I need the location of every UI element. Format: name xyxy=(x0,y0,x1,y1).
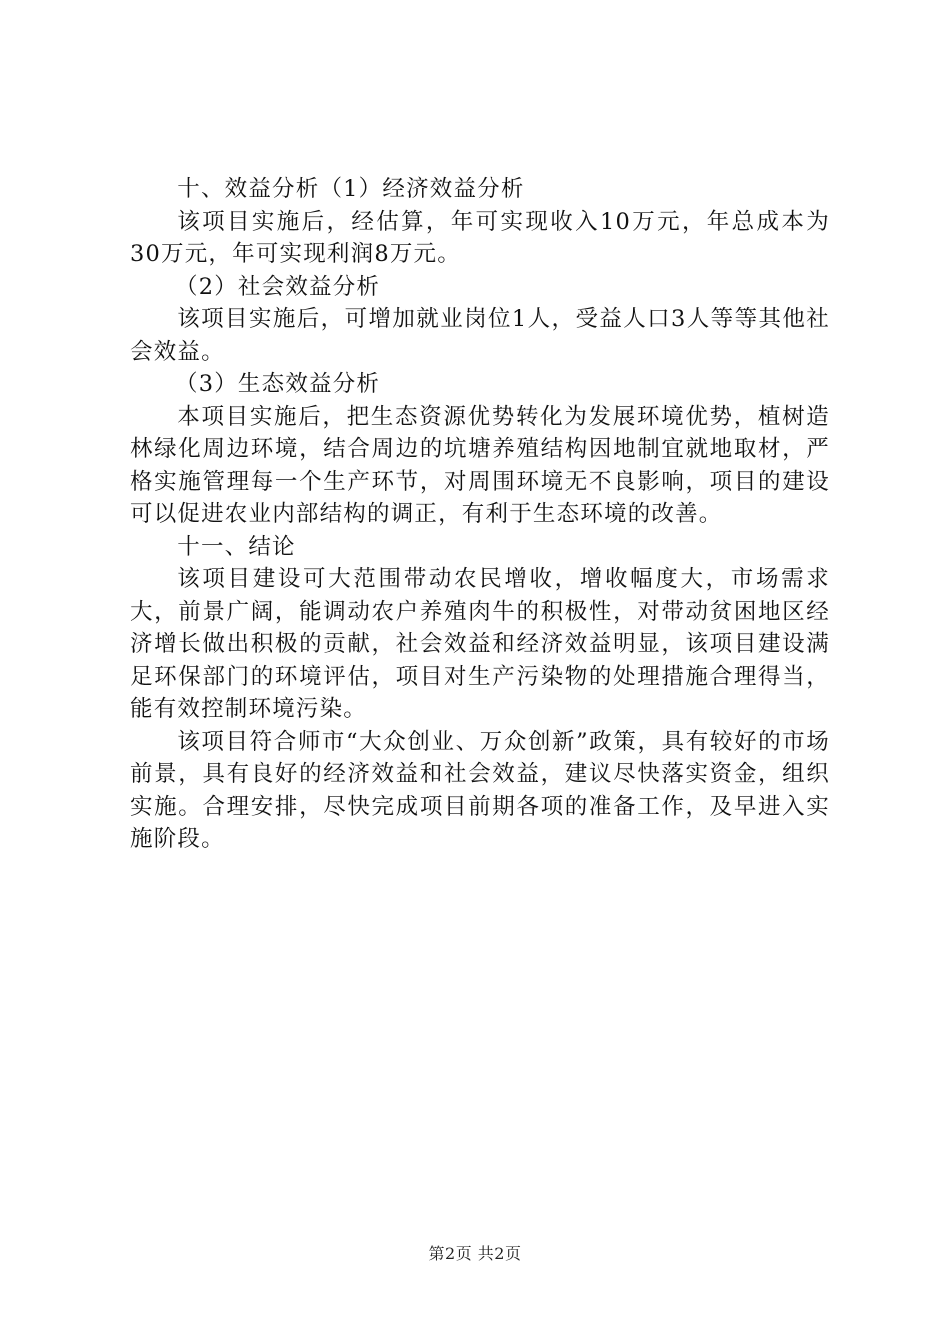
paragraph-social-benefit: 该项目实施后，可增加就业岗位1人，受益人口3人等等其他社会效益。 xyxy=(130,306,830,365)
subheading-ecological-benefit: （3）生态效益分析 xyxy=(175,371,381,397)
paragraph-conclusion-2: 该项目符合师市“大众创业、万众创新”政策，具有较好的市场前景，具有良好的经济效益和社会效益，建议尽快落实资金，组织实施。合理安排，尽快完成项目前期各项的准备工作，及早进入实施阶段。 xyxy=(130,728,830,852)
section-heading-conclusion: 十一、结论 xyxy=(177,533,296,560)
paragraph-conclusion-1: 该项目建设可大范围带动农民增收，增收幅度大，市场需求大，前景广阔，能调动农户养殖肉牛的积极性，对带动贫困地区经济增长做出积极的贡献，社会效益和经济效益明显，该项目建设满足环保部门的环境评估，项目对生产污染物的处理措施合理得当，能有效控制环境污染。 xyxy=(130,566,830,722)
page-number-footer: 第2页 共2页 xyxy=(428,1244,522,1263)
document-body xyxy=(130,173,830,856)
section-heading-benefit-analysis: 十、效益分析（1）经济效益分析 xyxy=(177,176,525,202)
paragraph-economic-benefit: 该项目实施后，经估算，年可实现收入10万元，年总成本为30万元，年可实现利润8万元。 xyxy=(130,208,830,267)
subheading-social-benefit: （2）社会效益分析 xyxy=(175,273,381,300)
paragraph-ecological-benefit: 本项目实施后，把生态资源优势转化为发展环境优势，植树造林绿化周边环境，结合周边的坑塘养殖结构因地制宜就地取材，严格实施管理每一个生产环节，对周围环境无不良影响，项目的建设可以促进农业内部结构的调正，有利于生态环境的改善。 xyxy=(130,403,830,527)
